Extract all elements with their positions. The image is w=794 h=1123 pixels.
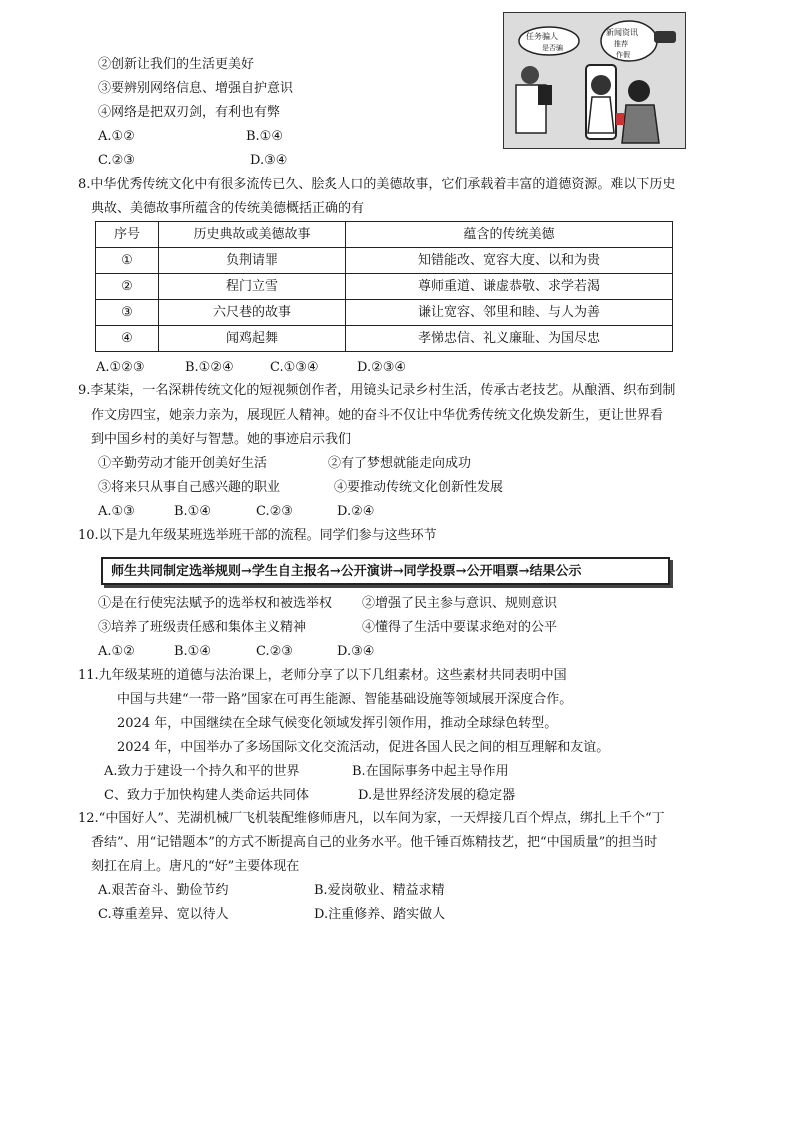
q10-option-2: ②增强了民主参与意识、规则意识 — [362, 596, 558, 611]
table-cell: 六尺巷的故事 — [159, 300, 346, 326]
q7-answer-d[interactable]: D.③④ — [250, 153, 288, 168]
q10-election-flow-text: 师生共同制定选举规则→学生自主报名→公开演讲→同学投票→公开唱票→结果公示 — [111, 563, 582, 579]
table-cell: 孝悌忠信、礼义廉耻、为国尽忠 — [346, 326, 673, 352]
cartoon-label-3: 新闻资讯 — [606, 28, 638, 37]
q10-option-4: ④懂得了生活中要谋求绝对的公平 — [362, 620, 558, 635]
q7-option-4: ④网络是把双刃剑，有利也有弊 — [98, 105, 281, 120]
q10-stem: 10.以下是九年级某班选举班干部的流程。同学们参与这些环节 — [78, 528, 437, 543]
q11-answer-c[interactable]: C、致力于加快构建人类命运共同体 — [104, 788, 309, 803]
q9-answer-c[interactable]: C.②③ — [256, 504, 293, 519]
table-row — [96, 326, 673, 352]
q9-stem-line-2: 作文房四宝，她亲力亲为，展现匠人精神。她的奋斗不仅让中华优秀传统文化焕发新生，更让世界看 — [91, 408, 664, 423]
q8-stem-line-1: 8.中华优秀传统文化中有很多流传已久、脍炙人口的美德故事，它们承载着丰富的道德资源。难以下历史 — [78, 177, 676, 192]
cartoon-label-5: 作假 — [616, 51, 630, 59]
q11-material-3: 2024 年，中国举办了多场国际文化交流活动，促进各国人民之间的相互理解和友谊。 — [117, 740, 610, 755]
q11-answer-d[interactable]: D.是世界经济发展的稳定器 — [358, 788, 516, 803]
table-cell: 负荆请罪 — [159, 248, 346, 274]
q9-answer-a[interactable]: A.①③ — [98, 504, 135, 519]
q11-stem: 11.九年级某班的道德与法治课上，老师分享了以下几组素材。这些素材共同表明中国 — [78, 668, 567, 683]
q7-answer-a[interactable]: A.①② — [98, 129, 135, 144]
table-cell: 程门立雪 — [159, 274, 346, 300]
q7-option-2: ②创新让我们的生活更美好 — [98, 57, 255, 72]
cartoon-label-4: 推荐 — [614, 40, 628, 48]
cartoon-drawing — [504, 13, 685, 148]
q11-answer-a[interactable]: A.致力于建设一个持久和平的世界 — [104, 764, 300, 779]
table-cell: 闻鸡起舞 — [159, 326, 346, 352]
q7-cartoon-image — [503, 12, 686, 149]
q11-material-2: 2024 年，中国继续在全球气候变化领域发挥引领作用，推动全球绿色转型。 — [117, 716, 558, 731]
table-cell: ① — [96, 248, 159, 274]
table-row — [96, 248, 673, 274]
table-cell: 尊师重道、谦虚恭敬、求学若渴 — [346, 274, 673, 300]
q7-answer-c[interactable]: C.②③ — [98, 153, 135, 168]
q10-election-flow-box — [101, 557, 670, 585]
q12-answer-a[interactable]: A.艰苦奋斗、勤俭节约 — [98, 883, 229, 898]
table-row — [96, 300, 673, 326]
q8-answer-c[interactable]: C.①③④ — [270, 360, 319, 375]
q12-stem-line-1: 12.“中国好人”、芜湖机械厂飞机装配维修师唐凡，以车间为家，一天焊接几百个焊点，绑扎上千个“丁 — [78, 811, 665, 826]
cartoon-label-1: 任务骗人 — [526, 32, 558, 41]
table-cell: ② — [96, 274, 159, 300]
q8-answer-d[interactable]: D.②③④ — [357, 360, 407, 375]
q9-stem-line-3: 到中国乡村的美好与智慧。她的事迹启示我们 — [91, 432, 352, 447]
q9-option-1: ①辛勤劳动才能开创美好生活 — [98, 456, 268, 471]
q10-answer-c[interactable]: C.②③ — [256, 644, 293, 659]
table-cell: 谦让宽容、邻里和睦、与人为善 — [346, 300, 673, 326]
q9-answer-b[interactable]: B.①④ — [174, 504, 211, 519]
table-header-cell: 序号 — [96, 222, 159, 248]
q12-answer-d[interactable]: D.注重修养、踏实做人 — [314, 907, 446, 922]
table-cell: ③ — [96, 300, 159, 326]
q9-option-4: ④要推动传统文化创新性发展 — [334, 480, 504, 495]
q9-stem-line-1: 9.李某柒，一名深耕传统文化的短视频创作者，用镜头记录乡村生活，传承古老技艺。从酿酒、织布到制 — [78, 383, 676, 398]
q7-answer-b[interactable]: B.①④ — [246, 129, 283, 144]
q8-stem-line-2: 典故、美德故事所蕴含的传统美德概括正确的有 — [91, 201, 365, 216]
q8-virtue-table — [95, 221, 673, 352]
table-cell: 知错能改、宽容大度、以和为贵 — [346, 248, 673, 274]
q11-material-1: 中国与共建“一带一路”国家在可再生能源、智能基础设施等领域展开深度合作。 — [117, 692, 573, 707]
table-cell: ④ — [96, 326, 159, 352]
cartoon-label-2: 是否骗 — [542, 44, 563, 52]
q11-answer-b[interactable]: B.在国际事务中起主导作用 — [352, 764, 509, 779]
q10-answer-b[interactable]: B.①④ — [174, 644, 211, 659]
q10-option-3: ③培养了班级责任感和集体主义精神 — [98, 620, 307, 635]
q9-option-3: ③将来只从事自己感兴趣的职业 — [98, 480, 281, 495]
q9-answer-d[interactable]: D.②④ — [337, 504, 375, 519]
q12-answer-b[interactable]: B.爱岗敬业、精益求精 — [314, 883, 445, 898]
q12-stem-line-3: 刻扛在肩上。唐凡的“好”主要体现在 — [91, 859, 300, 874]
q9-option-2: ②有了梦想就能走向成功 — [328, 456, 472, 471]
table-header-cell: 蕴含的传统美德 — [346, 222, 673, 248]
q8-answer-b[interactable]: B.①②④ — [185, 360, 234, 375]
table-row — [96, 274, 673, 300]
table-header-cell: 历史典故或美德故事 — [159, 222, 346, 248]
q10-option-1: ①是在行使宪法赋予的选举权和被选举权 — [98, 596, 333, 611]
q10-answer-d[interactable]: D.③④ — [337, 644, 375, 659]
q12-answer-c[interactable]: C.尊重差异、宽以待人 — [98, 907, 229, 922]
q7-option-3: ③要辨别网络信息、增强自护意识 — [98, 81, 294, 96]
q8-answer-a[interactable]: A.①②③ — [96, 360, 145, 375]
q10-answer-a[interactable]: A.①② — [98, 644, 135, 659]
table-header-row — [96, 222, 673, 248]
q12-stem-line-2: 香结”、用“记错题本”的方式不断提高自己的业务水平。他千锤百炼精技艺，把“中国质量”的担当时 — [91, 835, 658, 850]
